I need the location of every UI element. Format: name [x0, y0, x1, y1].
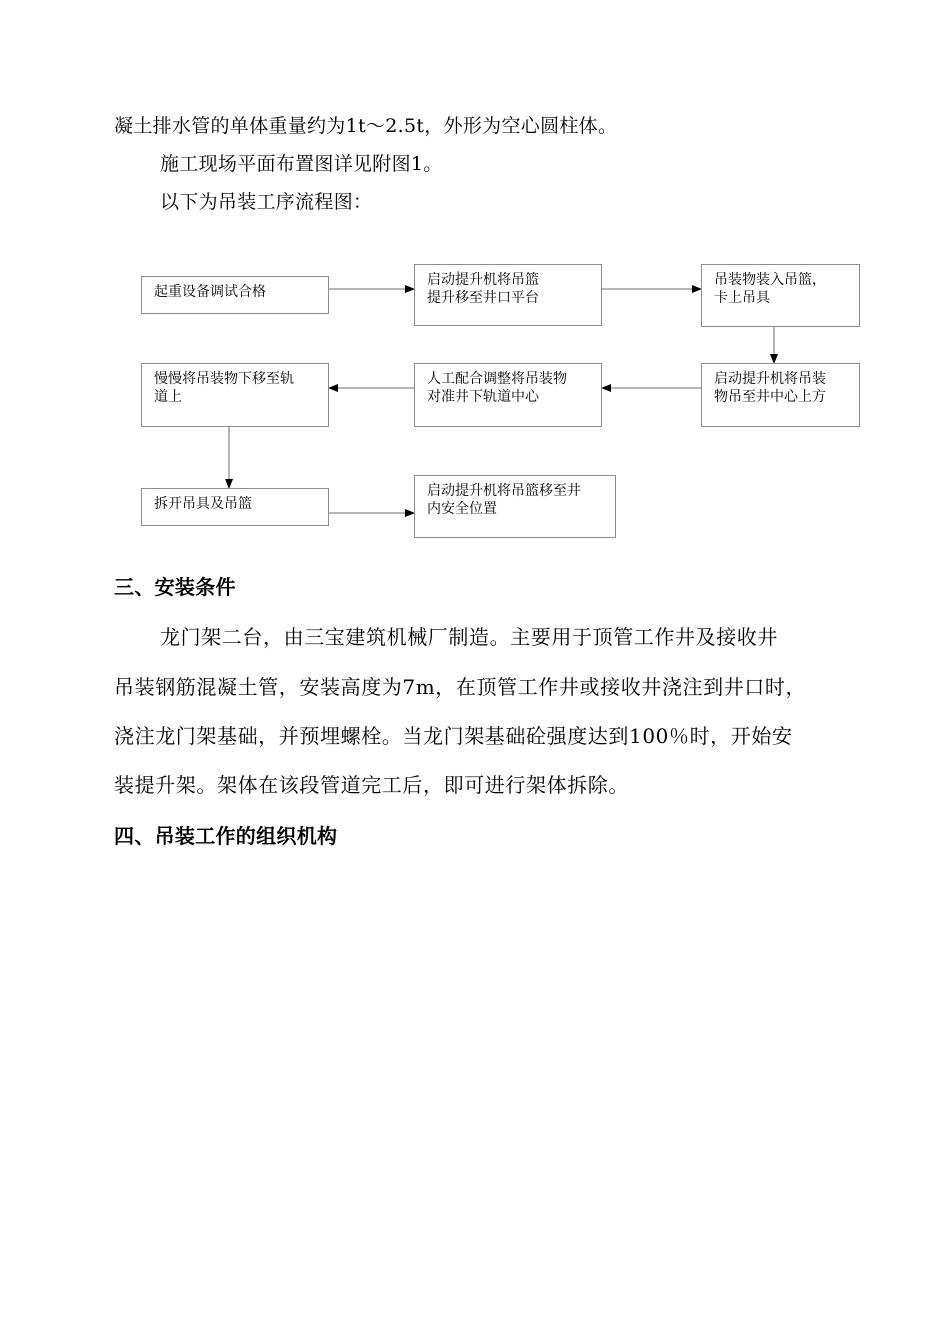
flow-step-5: [414, 363, 602, 427]
flow-step-7: [141, 488, 329, 526]
flow-step-6: [141, 363, 329, 427]
flow-step-8-line-2: 内安全位置: [427, 501, 497, 517]
section3-heading: 三、安装条件: [114, 575, 236, 599]
flow-step-6-line-1: 慢慢将吊装物下移至轨: [154, 371, 294, 387]
flow-step-5-line-1: 人工配合调整将吊装物: [427, 371, 567, 387]
flow-step-2: [414, 264, 602, 326]
section3-para-line-2: 吊装钢筋混凝土管，安装高度为7m，在顶管工作井或接收井浇注到井口时，: [114, 675, 807, 699]
flow-step-2-line-2: 提升移至井口平台: [427, 290, 539, 306]
section3-para-line-3: 浇注龙门架基础，并预埋螺栓。当龙门架基础砼强度达到100％时，开始安: [114, 724, 793, 748]
flow-step-8: [414, 475, 616, 538]
intro-line-2: 施工现场平面布置图详见附图1。: [160, 153, 443, 175]
flow-step-3: [701, 264, 860, 327]
section3-para-line-1: 龙门架二台，由三宝建筑机械厂制造。主要用于顶管工作井及接收井: [160, 625, 778, 649]
flow-step-4-line-2: 物吊至井中心上方: [714, 389, 826, 405]
flow-step-8-line-1: 启动提升机将吊篮移至井: [427, 483, 581, 499]
flow-step-4: [701, 363, 860, 427]
flow-step-1: [141, 276, 329, 314]
flow-step-1-line-1: 起重设备调试合格: [154, 284, 266, 300]
intro-line-1: 凝土排水管的单体重量约为1t～2.5t，外形为空心圆柱体。: [114, 115, 618, 137]
flow-step-2-line-1: 启动提升机将吊篮: [427, 272, 539, 288]
flow-step-6-line-2: 道上: [154, 389, 182, 405]
flow-step-7-line-1: 拆开吊具及吊篮: [154, 496, 252, 512]
intro-line-3: 以下为吊装工序流程图：: [160, 191, 373, 213]
flow-step-3-line-2: 卡上吊具: [714, 290, 770, 306]
flow-step-4-line-1: 启动提升机将吊装: [714, 371, 826, 387]
section4-heading: 四、吊装工作的组织机构: [114, 824, 338, 848]
flow-step-5-line-2: 对准井下轨道中心: [427, 389, 539, 405]
section3-para-line-4: 装提升架。架体在该段管道完工后，即可进行架体拆除。: [114, 773, 629, 797]
flow-step-3-line-1: 吊装物装入吊篮，: [714, 272, 826, 288]
